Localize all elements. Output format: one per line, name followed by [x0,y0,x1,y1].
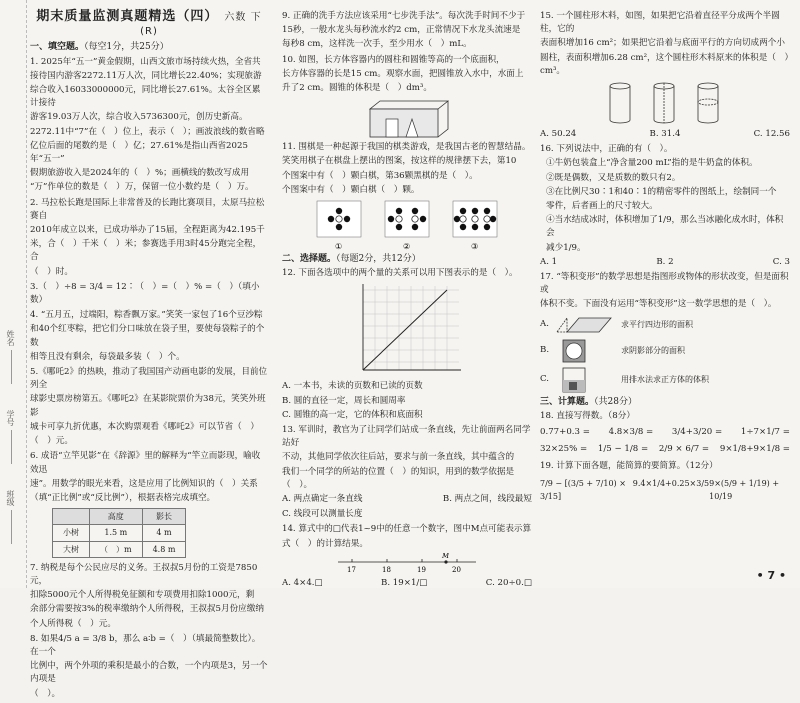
q3-line: 3.（ ）÷8 = 3/4 = 12∶（ ）=（ ）% =（ ）（填小数） [30,281,260,306]
question-14 [282,523,532,590]
question-15 [540,10,790,141]
statement-item: 减少1/9。 [546,242,586,253]
option-letter: A. [540,319,549,330]
option-a: A. 50.24 [540,129,577,140]
question-19 [540,460,790,503]
calc-row [540,477,790,503]
q5-line: 球影史票房榜第五。《哪吒2》在某影院票价为38元，笑笑外班影 [30,394,266,418]
column-middle [282,10,532,592]
q1-line: 1. 2025年“五一”黄金假期，山西文旅市场持续火热，全省共 [30,56,261,67]
question-7 [30,562,268,631]
class-label: 班级 [6,490,15,506]
figure-label-2: ② [403,242,411,252]
q2-line: 2. 马拉松长跑是国际上非常普及的长跑比赛项目，太原马拉松赛自 [30,197,265,221]
q1-line: 亿位后面的尾数约是（ ）亿；27.61%是指山西省2025年“五一” [30,140,248,165]
container-figure [352,97,462,139]
q17-option-c [540,366,790,394]
question-12 [282,267,532,422]
q6-line: 6. 成语“立竿见影”在《辞源》里的解释为“竿立而影现，喻收效迅 [30,451,261,475]
parallelogram-icon [555,314,615,336]
option-text: 求阴影部分的面积 [621,346,686,356]
question-9 [282,10,532,52]
q2-line: （ ）时。 [30,266,73,277]
calc-item: 1/5 − 1/8 = [597,444,649,455]
section-calculation [540,396,790,409]
column-right [540,10,790,507]
q5-line: （ ）元。 [30,436,73,447]
section-note: （每题2分，共12分） [336,254,421,265]
statement-item: ④当水结成冰时，体积增加了1/9，那么当冰融化成水时，体积会 [546,215,784,239]
q1-line: 假期旅游收入是2024年的（ ）%；画横线的数改写成用 [30,168,250,179]
q4-line: 4. “五月五，过端阳，粽香飘万家。”笑笑一家包了16个豆沙粽 [30,310,263,321]
table-header: 高度 [90,509,143,525]
calc-item: 4.8×3/8 = [608,427,654,438]
q1-line: “万”作单位的数是（ ）万，保留一位小数约是（ ）万。 [30,182,254,193]
figure-label-1: ① [335,242,343,252]
table-cell: 小树 [53,525,90,541]
tick-label: 19 [417,565,426,574]
q7-line: 余部分需要按3%的税率缴纳个人所得税，王叔叔5月份应缴纳 [30,604,264,615]
option-b: B. 31.4 [649,129,681,140]
option-letter: B. [540,345,550,356]
q8-line: （ ）。 [30,688,61,699]
calc-row [540,443,790,456]
question-6 [30,450,268,557]
q4-line: 和40个红枣粽，把它们分口味放在袋子里，要使每袋粽子的个数 [30,324,265,348]
shaded-square-icon [555,338,615,364]
column-left [30,10,268,703]
option-b: B. 圆的直径一定，周长和圆周率 [282,395,406,406]
figure-label-3: ③ [471,242,479,252]
title-subtitle: 六数 下(R) [140,12,262,38]
option-c: C. 圆锥的高一定，它的体积和底面积 [282,409,423,420]
number-line-figure [332,553,482,575]
question-16 [540,143,790,269]
q2-line: 2010年成立以来，已成功举办了15届，全程距离为42.195千 [30,225,265,236]
q1-line: 2272.11中“7”在（ ）位上，表示（ ）；画波浪线的数省略 [30,126,265,137]
question-17 [540,271,790,394]
section-title: 二、选择题。 [282,254,337,265]
section-fill-blank [30,41,268,54]
q5-line: 5.《哪吒2》的热映，推动了我国国产动画电影的发展，目前位列全 [30,367,268,391]
calc-item: 9.4×1/4+0.25×3/5 [632,478,710,488]
tick-label: 20 [452,565,461,574]
q7-line: 7. 纳税是每个公民应尽的义务。王叔叔5月份的工资是7850元， [30,562,258,586]
q9-line: 15秒，一般水龙头每秒流水约2 cm，正常情况下水龙头流速是 [282,25,521,36]
id-line [11,430,12,464]
calc-item: 9×(5/9 + 1/19) + 10/19 [709,478,780,501]
statement-item: ②既是偶数，又是质数的数只有2。 [546,172,681,183]
name-line [11,350,12,384]
question-3 [30,281,268,307]
section-choice [282,253,532,266]
question-10 [282,54,532,140]
calc-row [540,426,790,439]
cylinder-figure [600,80,730,126]
table-cell: 4.8 m [142,541,186,557]
table-cell: 大树 [53,541,90,557]
point-m-label: M [442,552,450,560]
question-8 [30,633,268,701]
q11-line: 个图案中有（ ）颗白棋，第36颗黑棋的是（ ）。 [282,170,478,181]
calc-item: 32×25% = [540,444,588,455]
section-note: （共28分） [594,396,637,407]
table-cell: （ ）m [90,541,143,557]
q12-line: 12. 下面各选项中的两个量的关系可以用下图表示的是（ ）。 [282,268,518,279]
q9-line: 每秒8 cm，这样洗一次手，至少用水（ ）mL。 [282,39,472,50]
page-number: • 7 • [756,569,786,582]
option-c: C. 20÷0.□ [485,577,532,588]
q10-line: 长方体容器的长是15 cm。观察水面，把圆锥放入水中，水面上 [282,68,524,79]
binding-strip [0,0,27,588]
section-note: （每空1分，共25分） [84,42,169,53]
option-letter: C. [540,374,550,385]
shadow-table [52,508,186,558]
q17-line: 体积不变。下面没有运用“等积变形”这一数学思想的是（ ）。 [540,299,777,310]
option-c: C. 12.56 [753,129,790,140]
question-18 [540,410,790,457]
class-line [11,510,12,544]
tick-label: 18 [382,565,391,574]
statement-item: 零件，后者画上的尺寸较大。 [546,201,658,212]
calc-item: 0.77+0.3 = [540,427,590,438]
q14-options [282,577,532,590]
student-id-label: 学号 [6,410,15,426]
q13-line: 13. 军训时，教官为了让同学们站成一条直线，先让前面两名同学站好 [282,425,531,449]
q17-line: 17. “等积变形”的数学思想是指图形或物体的形状改变，但是面积或 [540,272,789,296]
option-a: A. 一本书，未读的页数和已读的页数 [282,381,423,392]
option-a: A. 两点确定一条直线 [282,494,363,505]
option-c: C. 3 [772,256,790,267]
option-b: B. 两点之间，线段最短 [442,494,532,505]
tick-label: 17 [347,565,356,574]
go-board-figure [307,199,507,251]
q9-line: 9. 正确的洗手方法应该采用“七步洗手法”。每次洗手时间不少于 [282,11,526,21]
option-text: 用排水法求正方体的体积 [621,375,710,385]
table-header: 影长 [142,509,186,525]
q6-line: 速”。用数学的眼光来看，这是应用了比例知识的（ ）关系 [30,478,258,489]
table-cell: 4 m [142,525,186,541]
beaker-icon [555,366,615,394]
q13-line: 我们一个同学的所站的位置（ ）的知识，用到的数学依据是（ ）。 [282,466,515,490]
q15-options [540,128,790,141]
q18-line: 18. 直接写得数。（8分） [540,410,635,421]
q10-line: 升了2 cm。圆锥的体积是（ ）dm³。 [282,83,432,94]
q17-option-b [540,338,790,364]
q13-options [282,493,532,506]
q14-line: 式（ ）的计算结果。 [282,538,368,549]
q15-line: 表面积增加16 cm²；如果把它沿着与底面平行的方向切成两个小 [540,38,785,49]
name-label: 姓名 [6,330,15,346]
question-4 [30,309,268,364]
line-graph-figure [347,282,467,378]
title-text: 期末质量监测真题精选（四） [36,9,219,24]
table-header [53,509,90,525]
question-5 [30,366,268,448]
q19-line: 19. 计算下面各题，能简算的要简算。（12分） [540,461,718,472]
section-title: 三、计算题。 [540,396,595,407]
q13-line: 不动，其他同学依次往后站，要求与前一条直线，其中蕴含的 [282,452,515,463]
q7-line: 扣除5000元个人所得税免征额和专项费用扣除1000元，剩 [30,590,255,601]
q15-line: 圆柱，表面积增加6.28 cm²，这个圆柱形木料原来的体积是（ ）cm³。 [540,52,789,76]
question-1 [30,56,268,195]
q4-line: 相等且没有剩余，每袋最多装（ ）个。 [30,351,185,362]
q2-line: 米，合（ ）千米（ ）米；参赛选手用3时45分跑完全程，合 [30,239,262,263]
q7-line: 个人所得税（ ）元。 [30,618,116,629]
q11-line: 个图案中有（ ）颗白棋（ ）颗。 [282,184,420,195]
question-13 [282,424,532,521]
q17-option-a [540,314,790,336]
q11-line: 笑笑用棋子在棋盘上摆出的图案，按这样的规律摆下去，第10 [282,156,517,167]
calc-item: 3/4+3/20 = [671,427,723,438]
q10-line: 10. 如图，长方体容器内的圆柱和圆锥等高的一个底面积， [282,54,505,65]
table-row [53,525,186,541]
q8-line: 8. 如果4/5 a = 3/8 b，那么 a∶b =（ ）（填最简整数比）。在一个 [30,633,261,657]
option-a: A. 4×4.□ [282,577,323,588]
option-b: B. 19×1/□ [381,577,428,588]
table-row [53,541,186,557]
question-11 [282,141,532,251]
option-b: B. 2 [656,256,674,267]
statement-item: ①牛奶包装盒上“净含量200 mL”指的是牛奶盒的体积。 [546,158,758,169]
q5-line: 城卡可享九折优惠，本次购票观看《哪吒2》可以节省（ ） [30,421,259,432]
q11-line: 11. 围棋是一种起源于我国的棋类游戏，是我国古老的智慧结晶。 [282,142,531,153]
statement-item: ③在比例尺30∶1和40∶1的精密零件的图纸上，绘制同一个 [546,186,777,197]
q15-line: 15. 一个圆柱形木料，如图，如果把它沿着直径平分成两个半圆柱，它的 [540,11,780,35]
section-title: 一、填空题。 [30,42,85,53]
q1-line: 综合收入16033000000元，同比增长27.61%。太谷全区累计接待 [30,85,261,109]
table-cell: 1.5 m [90,525,143,541]
q8-line: 比例中，两个外项的乘积是最小的合数，一个内项是3，另一个内项是 [30,661,268,685]
question-2 [30,197,268,279]
option-a: A. 1 [540,256,558,267]
page-title [30,10,268,38]
calc-item: 2/9 × 6/7 = [658,444,710,455]
q1-line: 游客19.03万人次，综合收入5736300元，创历史新高。 [30,112,248,123]
option-c: C. 线段可以测量长度 [282,509,363,520]
option-text: 求平行四边形的面积 [620,320,693,330]
q1-line: 接待国内游客2272.11万人次，同比增长22.40%；实现旅游 [30,70,262,81]
q14-line: 14. 算式中的□代表1~9中的任意一个数字，图中M点可能表示算 [282,524,532,535]
calc-item: 1÷7×1/7 = [740,427,790,438]
q6-line: （填“正比例”或“反比例”），根据表格完成填空。 [30,492,216,503]
q16-options [540,256,790,269]
q16-line: 16. 下列说法中，正确的有（ ）。 [540,144,673,155]
calc-item: 9×1/8+9×1/8 = [719,444,790,455]
calc-item: 7/9 − [(3/5 + 7/10) × 3/15] [540,478,626,501]
